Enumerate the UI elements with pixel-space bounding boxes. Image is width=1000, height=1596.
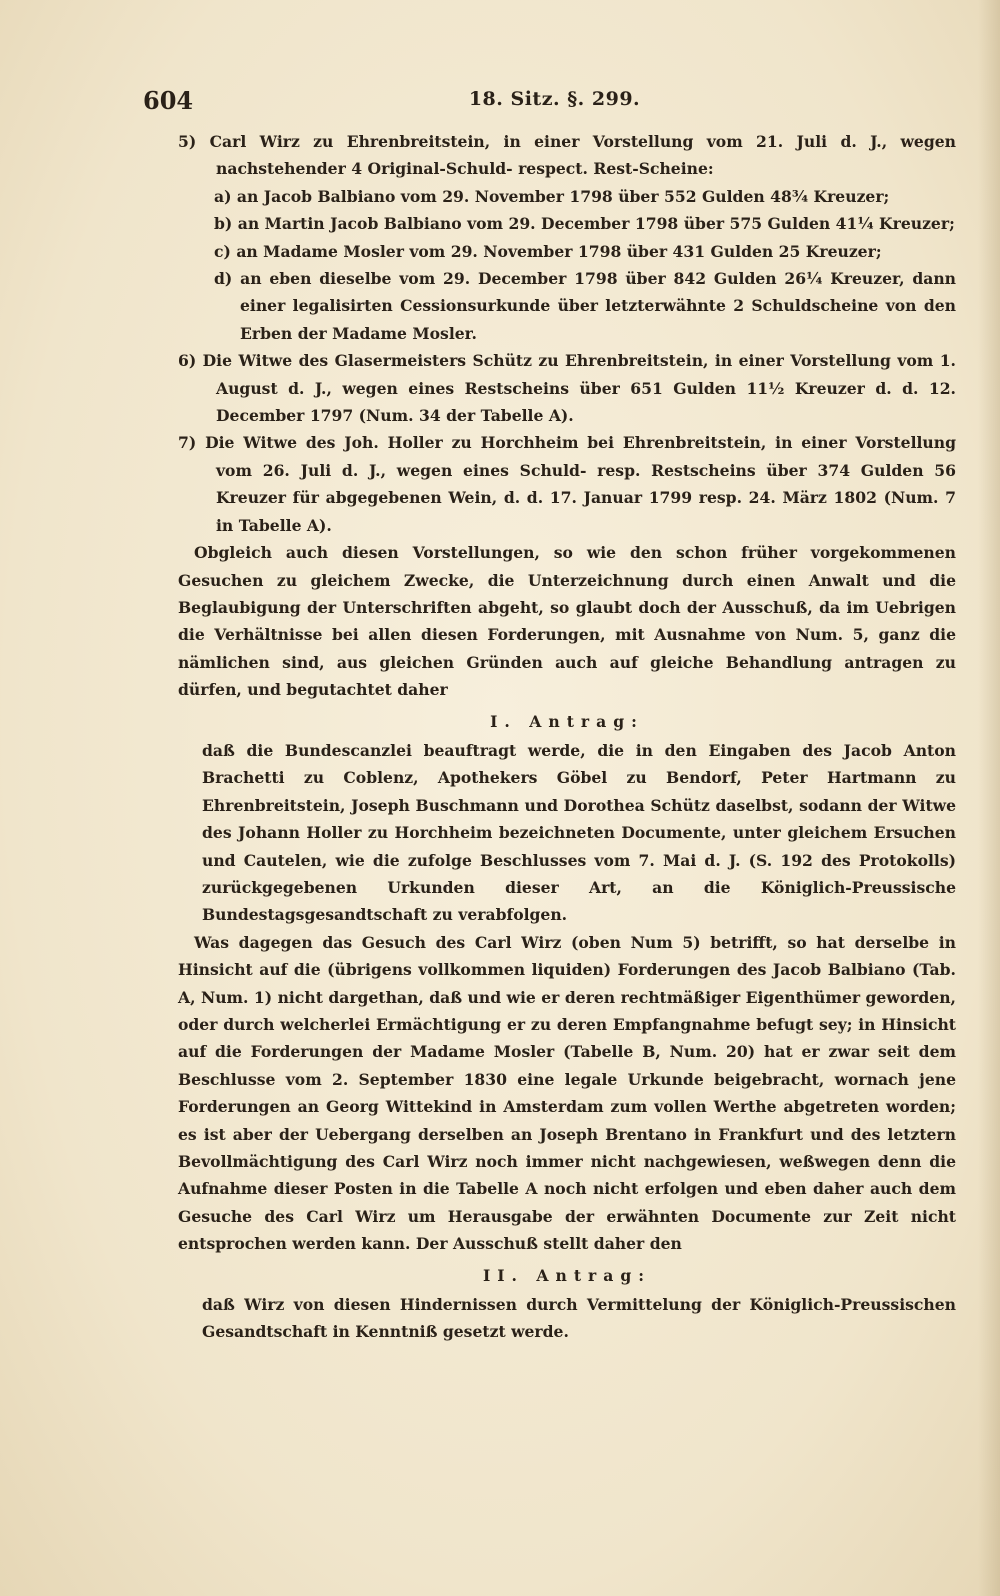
antrag-heading: I. Antrag: xyxy=(490,711,644,731)
page-number: 604 xyxy=(143,86,194,115)
list-subitem: a) an Jacob Balbiano vom 29. November 1798 über 552 Gulden 48¾ Kreuzer; xyxy=(214,186,890,206)
page-header xyxy=(143,86,966,116)
list-subitem: d) an eben dieselbe vom 29. December 1798 über 842 Gulden 26¼ Kreuzer, dann einer legalisirten Cessionsurkunde über letzterwähnte 2 Schuldscheine von den Erben der Madame Mosler. xyxy=(214,269,956,343)
paragraph: Was dagegen das Gesuch des Carl Wirz (oben Num 5) betrifft, so hat derselbe in Hinsicht auf die (übrigens vollkommen liquiden) Forderungen des Jacob Balbiano (Tab. A, Num. 1) nicht dargethan, daß und wie er deren rechtmäßiger Eigenthümer geworden, oder durch welcherlei Ermächtigung er zu deren Empfangnahme befugt sey; in Hinsicht auf die Forderungen der Madame Mosler (Tabelle B, Num. 20) hat er zwar seit dem Beschlusse vom 2. September 1830 eine legale Urkunde beigebracht, wornach jene Forderungen an Georg Wittekind in Amsterdam zum vollen Werthe abgetreten worden; es ist aber der Uebergang derselben an Joseph Brentano in Frankfurt und des letztern Bevollmächtigung des Carl Wirz noch immer nicht nachgewiesen, weßwegen denn die Aufnahme dieser Posten in die Tabelle A noch nicht erfolgen und eben daher auch dem Gesuche des Carl Wirz um Herausgabe der erwähnten Documente zur Zeit nicht entsprochen werden kann. Der Ausschuß stellt daher den xyxy=(178,932,956,1254)
list-item: 6) Die Witwe des Glasermeisters Schütz zu Ehrenbreitstein, in einer Vorstellung vom 1. August d. J., wegen eines Restscheins über 651 Gulden 11½ Kreuzer d. d. 12. December 1797 (Num. 34 der Tabelle A). xyxy=(178,351,956,426)
page-edge-shadow xyxy=(978,0,1000,1596)
running-title: 18. Sitz. §. 299. xyxy=(468,88,641,110)
antrag-text: daß Wirz von diesen Hindernissen durch Vermittelung der Königlich-Preussischen Gesandtschaft in Kenntniß gesetzt werde. xyxy=(202,1295,956,1342)
list-item: 5) Carl Wirz zu Ehrenbreitstein, in einer Vorstellung vom 21. Juli d. J., wegen nachstehender 4 Original-Schuld- respect. Rest-Scheine: xyxy=(178,132,956,179)
body-text xyxy=(178,128,956,1346)
list-subitem: b) an Martin Jacob Balbiano vom 29. December 1798 über 575 Gulden 41¼ Kreuzer; xyxy=(214,214,955,234)
list-subitem: c) an Madame Mosler vom 29. November 1798 über 431 Gulden 25 Kreuzer; xyxy=(214,241,882,261)
antrag-heading: II. Antrag: xyxy=(482,1265,652,1285)
antrag-text: daß die Bundescanzlei beauftragt werde, die in den Eingaben des Jacob Anton Brachetti zu Coblenz, Apothekers Göbel zu Bendorf, Peter Hartmann zu Ehrenbreitstein, Joseph Buschmann und Dorothea Schütz daselbst, sodann der Witwe des Johann Holler zu Horchheim bezeichneten Documente, unter gleichem Ersuchen und Cautelen, wie die zufolge Beschlusses vom 7. Mai d. J. (S. 192 des Protokolls) zurückgegebenen Urkunden dieser Art, an die Königlich-Preussische Bundestagsgesandtschaft zu verabfolgen. xyxy=(202,740,956,925)
paragraph: Obgleich auch diesen Vorstellungen, so wie den schon früher vorgekommenen Gesuchen zu gleichem Zwecke, die Unterzeichnung durch einen Anwalt und die Beglaubigung der Unterschriften abgeht, so glaubt doch der Ausschuß, da im Uebrigen die Verhältnisse bei allen diesen Forderungen, mit Ausnahme von Num. 5, ganz die nämlichen sind, aus gleichen Gründen auch auf gleiche Behandlung antragen zu dürfen, und begutachtet daher xyxy=(178,543,956,700)
list-item: 7) Die Witwe des Joh. Holler zu Horchheim bei Ehrenbreitstein, in einer Vorstellung vom 26. Juli d. J., wegen eines Schuld- resp. Restscheins über 374 Gulden 56 Kreuzer für abgegebenen Wein, d. d. 17. Januar 1799 resp. 24. März 1802 (Num. 7 in Tabelle A). xyxy=(178,433,956,535)
